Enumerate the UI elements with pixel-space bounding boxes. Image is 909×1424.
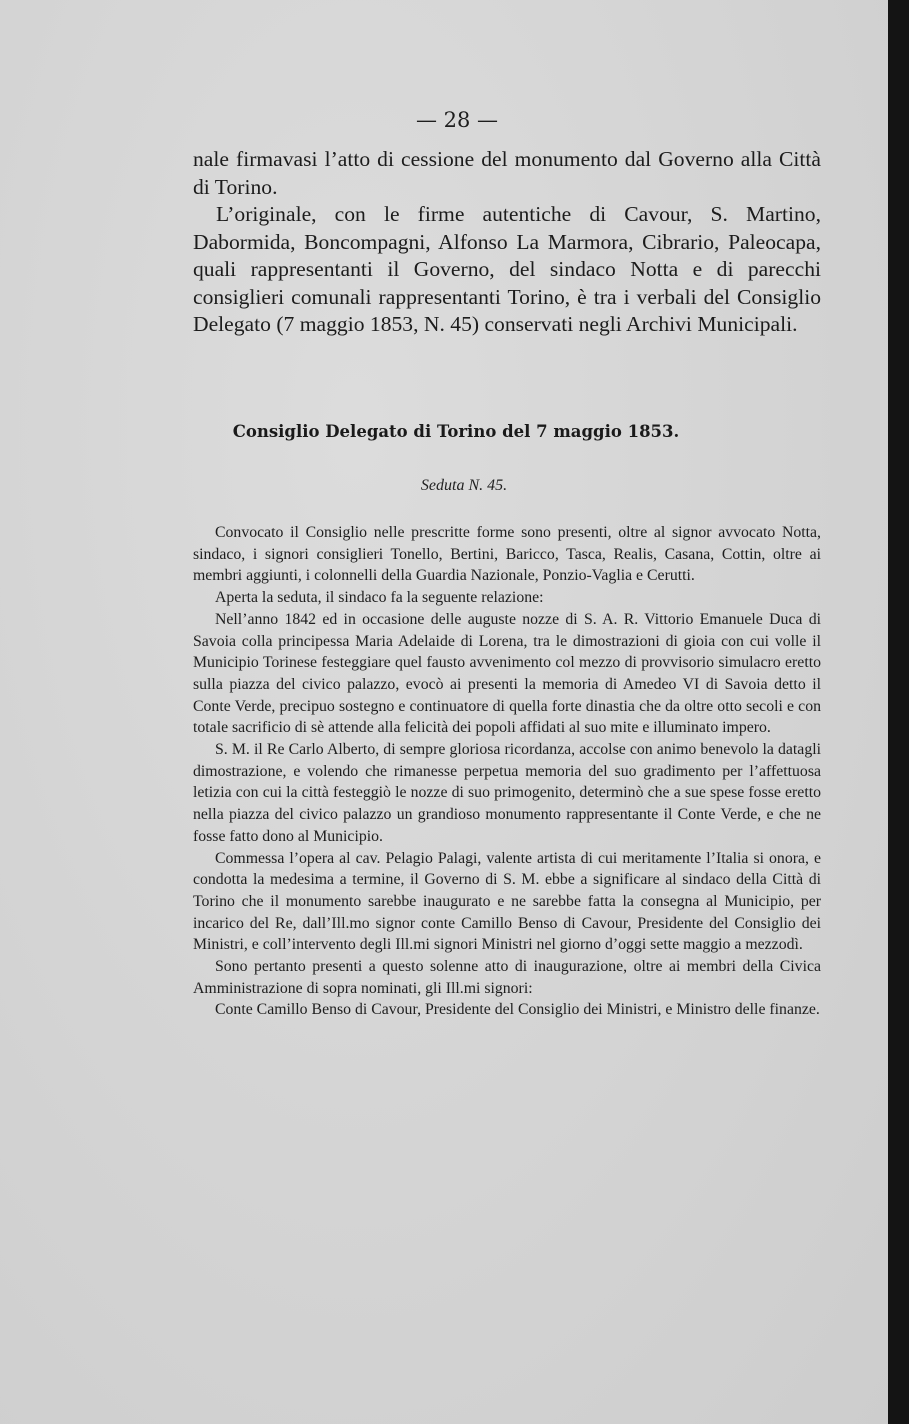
- page-number: — 28 —: [415, 108, 499, 132]
- minutes-paragraph: Sono pertanto presenti a questo solenne atto di inaugurazione, oltre ai membri della Civica Amministrazione di sopra nominati, gli Ill.mi signori:: [193, 958, 821, 997]
- minutes-paragraph: Aperta la seduta, il sindaco fa la seguente relazione:: [215, 589, 544, 607]
- minutes-paragraph: Convocato il Consiglio nelle prescritte forme sono presenti, oltre al signor avvocato Notta, sindaco, i signori consiglieri Tonello, Bertini, Baricco, Tasca, Realis, Casana, Cottin, oltre ai membri aggiunti, i colonnelli della Guardia Nazionale, Ponzio-Vaglia e Cerutti.: [193, 524, 821, 585]
- minutes-paragraph: Nell’anno 1842 ed in occasione delle auguste nozze di S. A. R. Vittorio Emanuele Duca di Savoia colla principessa Maria Adelaide di Lorena, tra le dimostrazioni di gioia con cui volle il Municipio Torinese festeggiare quel fausto avvenimento col mezzo di provvisorio simulacro eretto sulla piazza del civico palazzo, evocò ai presenti la memoria di Amedeo VI di Savoia detto il Conte Verde, precipuo sostegno e continuatore di quella forte dinastia che da oltre otto secoli e con totale sacrificio di sè attende alla felicità dei popoli affidati al suo mite e illuminato impero.: [193, 610, 821, 737]
- session-label: Seduta N. 45.: [420, 477, 508, 494]
- minutes-paragraph: Commessa l’opera al cav. Pelagio Palagi, valente artista di cui meritamente l’Italia si onora, e condotta la medesima a termine, il Governo di S. M. ebbe a significare al sindaco della Città di Torino che il monumento sarebbe inaugurato e ne sarebbe fatta la consegna al Municipio, per incarico del Re, dall’Ill.mo signor conte Camillo Benso di Cavour, Presidente del Consiglio dei Ministri, e coll’intervento degli Ill.mi signori Ministri nel giorno d’oggi sette maggio a mezzodì.: [193, 849, 821, 954]
- intro-paragraph: nale firmavasi l’atto di cessione del monumento dal Governo alla Città di Torino.: [193, 147, 821, 199]
- scan-edge: [888, 0, 909, 1424]
- minutes-paragraph: Conte Camillo Benso di Cavour, Presidente del Consiglio dei Ministri, e Ministro delle finanze.: [215, 1001, 820, 1019]
- minutes-paragraph: S. M. il Re Carlo Alberto, di sempre gloriosa ricordanza, accolse con animo benevolo la datagli dimostrazione, e volendo che rimanesse perpetua memoria del suo gradimento per l’affettuosa letizia con cui la città festeggiò le nozze di suo primogenito, determinò che a sue spese fosse eretto nella piazza del civico palazzo un grandioso monumento rappresentante il Conte Verde, e che ne fosse fatto dono al Municipio.: [193, 741, 821, 845]
- intro-paragraph: L’originale, con le firme autentiche di Cavour, S. Martino, Dabormida, Boncompagni, Alfonso La Marmora, Cibrario, Paleocapa, quali rappresentanti il Governo, del sindaco Notta e di parecchi consiglieri comunali rappresentanti Torino, è tra i verbali del Consiglio Delegato (7 maggio 1853, N. 45) conservati negli Archivi Municipali.: [193, 202, 821, 336]
- minutes-text: [193, 522, 821, 1021]
- section-heading: Consiglio Delegato di Torino del 7 maggio 1853.: [232, 422, 680, 441]
- intro-text: [193, 146, 821, 339]
